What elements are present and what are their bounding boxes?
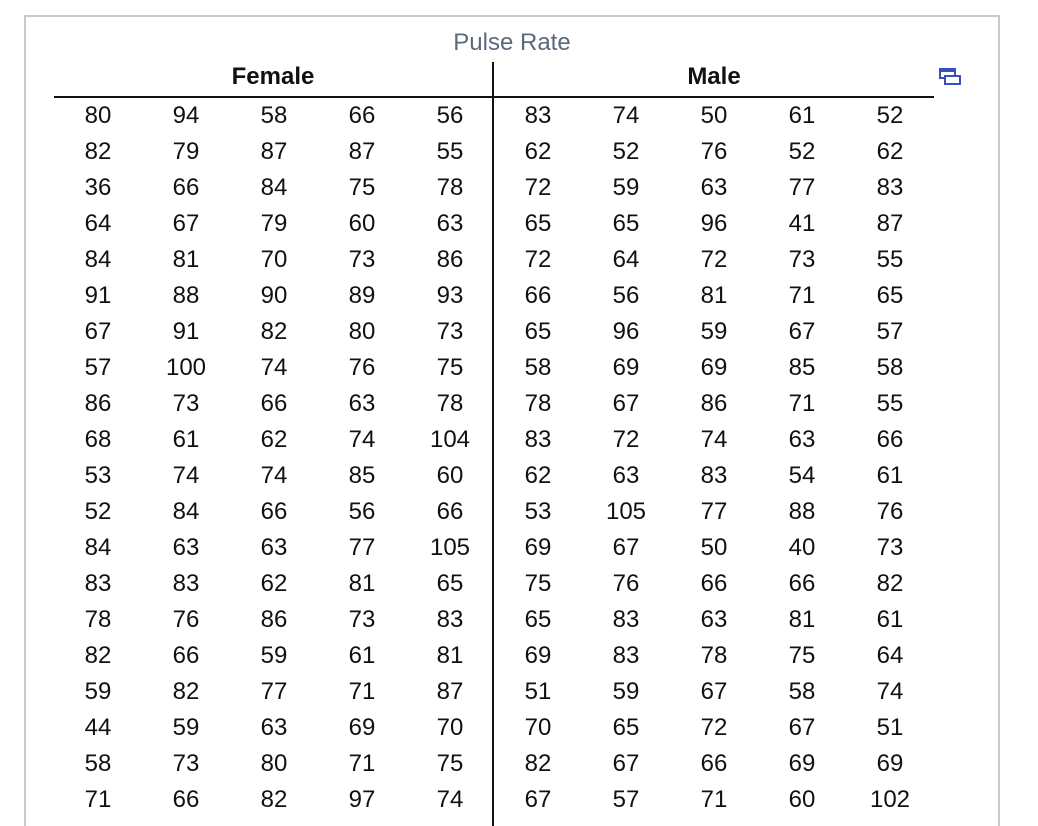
male-cell: 87 [876, 210, 904, 237]
male-cell: 85 [788, 354, 816, 381]
female-cell: 82 [172, 678, 200, 705]
female-data-grid [54, 98, 494, 818]
male-cell: 72 [524, 246, 552, 273]
female-cell: 97 [348, 786, 376, 813]
female-cell: 53 [84, 462, 112, 489]
female-cell: 69 [348, 714, 376, 741]
male-cell: 65 [612, 210, 640, 237]
female-cell: 79 [260, 210, 288, 237]
male-cell: 58 [524, 354, 552, 381]
male-cell: 72 [524, 174, 552, 201]
female-cell: 58 [84, 750, 112, 777]
female-cell: 77 [348, 534, 376, 561]
male-cell: 86 [700, 390, 728, 417]
male-cell: 77 [700, 498, 728, 525]
male-cell: 105 [605, 498, 647, 525]
female-cell: 82 [260, 786, 288, 813]
male-cell: 52 [788, 138, 816, 165]
female-cell: 66 [172, 642, 200, 669]
male-cell: 54 [788, 462, 816, 489]
male-cell: 67 [700, 678, 728, 705]
male-cell: 96 [612, 318, 640, 345]
male-cell: 58 [876, 354, 904, 381]
male-cell: 83 [700, 462, 728, 489]
female-cell: 71 [84, 786, 112, 813]
female-cell: 81 [436, 642, 464, 669]
male-cell: 55 [876, 390, 904, 417]
female-cell: 93 [436, 282, 464, 309]
female-cell: 63 [260, 534, 288, 561]
female-cell: 52 [84, 498, 112, 525]
male-cell: 81 [788, 606, 816, 633]
female-cell: 87 [260, 138, 288, 165]
female-cell: 61 [348, 642, 376, 669]
male-cell: 65 [524, 318, 552, 345]
female-cell: 84 [84, 246, 112, 273]
female-cell: 83 [436, 606, 464, 633]
female-cell: 74 [260, 354, 288, 381]
male-cell: 67 [788, 714, 816, 741]
male-cell: 64 [612, 246, 640, 273]
female-cell: 87 [436, 678, 464, 705]
female-cell: 67 [84, 318, 112, 345]
male-cell: 50 [700, 102, 728, 129]
female-cell: 59 [172, 714, 200, 741]
female-cell: 57 [84, 354, 112, 381]
female-cell: 90 [260, 282, 288, 309]
male-cell: 67 [612, 390, 640, 417]
male-cell: 77 [788, 174, 816, 201]
female-cell: 88 [172, 282, 200, 309]
female-cell: 62 [260, 426, 288, 453]
female-cell: 73 [172, 390, 200, 417]
female-cell: 80 [348, 318, 376, 345]
male-cell: 78 [700, 642, 728, 669]
male-cell: 72 [612, 426, 640, 453]
female-cell: 104 [429, 426, 471, 453]
male-cell: 72 [700, 246, 728, 273]
female-cell: 100 [165, 354, 207, 381]
female-cell: 56 [436, 102, 464, 129]
female-cell: 79 [172, 138, 200, 165]
female-cell: 74 [348, 426, 376, 453]
male-cell: 52 [612, 138, 640, 165]
male-cell: 83 [612, 606, 640, 633]
female-cell: 78 [436, 390, 464, 417]
female-cell: 86 [84, 390, 112, 417]
female-cell: 56 [348, 498, 376, 525]
male-cell: 96 [700, 210, 728, 237]
male-cell: 53 [524, 498, 552, 525]
female-cell: 59 [260, 642, 288, 669]
male-cell: 88 [788, 498, 816, 525]
female-cell: 66 [260, 390, 288, 417]
male-cell: 66 [700, 750, 728, 777]
female-cell: 75 [348, 174, 376, 201]
female-cell: 55 [436, 138, 464, 165]
female-cell: 59 [84, 678, 112, 705]
female-cell: 89 [348, 282, 376, 309]
male-cell: 76 [876, 498, 904, 525]
male-cell: 69 [876, 750, 904, 777]
male-cell: 60 [788, 786, 816, 813]
male-cell: 62 [524, 138, 552, 165]
female-cell: 76 [172, 606, 200, 633]
male-cell: 57 [876, 318, 904, 345]
male-cell: 102 [869, 786, 911, 813]
female-cell: 71 [348, 750, 376, 777]
female-cell: 74 [436, 786, 464, 813]
female-cell: 64 [84, 210, 112, 237]
female-cell: 68 [84, 426, 112, 453]
female-cell: 84 [84, 534, 112, 561]
male-cell: 73 [876, 534, 904, 561]
male-cell: 71 [700, 786, 728, 813]
female-cell: 73 [348, 606, 376, 633]
male-cell: 61 [788, 102, 816, 129]
female-cell: 44 [84, 714, 112, 741]
male-cell: 51 [876, 714, 904, 741]
male-cell: 83 [524, 426, 552, 453]
male-cell: 65 [524, 606, 552, 633]
female-cell: 83 [84, 570, 112, 597]
female-cell: 75 [436, 354, 464, 381]
female-cell: 77 [260, 678, 288, 705]
male-cell: 70 [524, 714, 552, 741]
female-cell: 63 [172, 534, 200, 561]
male-cell: 58 [788, 678, 816, 705]
male-cell: 57 [612, 786, 640, 813]
male-cell: 75 [788, 642, 816, 669]
male-cell: 76 [612, 570, 640, 597]
male-cell: 67 [612, 534, 640, 561]
copy-data-icon[interactable] [939, 67, 963, 87]
female-cell: 66 [172, 174, 200, 201]
female-cell: 81 [172, 246, 200, 273]
female-cell: 65 [436, 570, 464, 597]
female-cell: 58 [260, 102, 288, 129]
female-cell: 81 [348, 570, 376, 597]
male-cell: 76 [700, 138, 728, 165]
male-cell: 82 [876, 570, 904, 597]
male-cell: 63 [700, 174, 728, 201]
male-cell: 66 [876, 426, 904, 453]
female-cell: 66 [172, 786, 200, 813]
table-title: Pulse Rate [453, 29, 571, 56]
female-cell: 86 [260, 606, 288, 633]
female-column-header: Female [231, 63, 315, 90]
male-cell: 65 [876, 282, 904, 309]
male-cell: 78 [524, 390, 552, 417]
female-cell: 63 [260, 714, 288, 741]
male-cell: 40 [788, 534, 816, 561]
female-cell: 85 [348, 462, 376, 489]
female-cell: 70 [436, 714, 464, 741]
female-cell: 80 [84, 102, 112, 129]
male-cell: 83 [524, 102, 552, 129]
male-cell: 59 [700, 318, 728, 345]
female-cell: 91 [172, 318, 200, 345]
male-cell: 66 [788, 570, 816, 597]
male-cell: 74 [612, 102, 640, 129]
female-cell: 83 [172, 570, 200, 597]
female-cell: 66 [348, 102, 376, 129]
male-cell: 51 [524, 678, 552, 705]
female-cell: 66 [436, 498, 464, 525]
male-cell: 67 [524, 786, 552, 813]
male-cell: 67 [788, 318, 816, 345]
female-cell: 73 [436, 318, 464, 345]
female-cell: 78 [436, 174, 464, 201]
male-cell: 52 [876, 102, 904, 129]
female-cell: 87 [348, 138, 376, 165]
female-cell: 86 [436, 246, 464, 273]
male-cell: 81 [700, 282, 728, 309]
female-cell: 63 [436, 210, 464, 237]
female-cell: 60 [348, 210, 376, 237]
female-cell: 82 [260, 318, 288, 345]
male-cell: 69 [788, 750, 816, 777]
male-cell: 50 [700, 534, 728, 561]
male-cell: 55 [876, 246, 904, 273]
male-cell: 66 [700, 570, 728, 597]
male-cell: 64 [876, 642, 904, 669]
female-cell: 84 [172, 498, 200, 525]
female-cell: 66 [260, 498, 288, 525]
male-data-grid [494, 98, 934, 818]
male-cell: 63 [612, 462, 640, 489]
male-cell: 69 [524, 642, 552, 669]
female-cell: 76 [348, 354, 376, 381]
female-cell: 84 [260, 174, 288, 201]
male-cell: 41 [788, 210, 816, 237]
female-cell: 70 [260, 246, 288, 273]
male-cell: 72 [700, 714, 728, 741]
male-cell: 74 [876, 678, 904, 705]
male-cell: 61 [876, 462, 904, 489]
female-cell: 62 [260, 570, 288, 597]
male-cell: 75 [524, 570, 552, 597]
male-cell: 56 [612, 282, 640, 309]
male-cell: 67 [612, 750, 640, 777]
female-cell: 94 [172, 102, 200, 129]
female-cell: 63 [348, 390, 376, 417]
female-cell: 73 [172, 750, 200, 777]
female-cell: 75 [436, 750, 464, 777]
male-cell: 66 [524, 282, 552, 309]
male-cell: 59 [612, 174, 640, 201]
male-cell: 74 [700, 426, 728, 453]
female-cell: 105 [429, 534, 471, 561]
male-cell: 59 [612, 678, 640, 705]
female-cell: 78 [84, 606, 112, 633]
female-cell: 73 [348, 246, 376, 273]
male-cell: 71 [788, 282, 816, 309]
female-cell: 80 [260, 750, 288, 777]
male-cell: 83 [612, 642, 640, 669]
female-cell: 36 [84, 174, 112, 201]
female-cell: 60 [436, 462, 464, 489]
male-cell: 82 [524, 750, 552, 777]
female-cell: 82 [84, 642, 112, 669]
female-cell: 67 [172, 210, 200, 237]
male-cell: 61 [876, 606, 904, 633]
male-cell: 71 [788, 390, 816, 417]
male-cell: 65 [612, 714, 640, 741]
male-cell: 62 [876, 138, 904, 165]
female-cell: 91 [84, 282, 112, 309]
female-cell: 74 [172, 462, 200, 489]
male-cell: 69 [524, 534, 552, 561]
male-cell: 63 [700, 606, 728, 633]
female-cell: 82 [84, 138, 112, 165]
male-cell: 63 [788, 426, 816, 453]
female-cell: 61 [172, 426, 200, 453]
male-cell: 69 [700, 354, 728, 381]
male-cell: 62 [524, 462, 552, 489]
male-cell: 83 [876, 174, 904, 201]
female-cell: 71 [348, 678, 376, 705]
male-column-header: Male [687, 63, 741, 90]
male-cell: 65 [524, 210, 552, 237]
male-cell: 73 [788, 246, 816, 273]
female-cell: 74 [260, 462, 288, 489]
male-cell: 69 [612, 354, 640, 381]
